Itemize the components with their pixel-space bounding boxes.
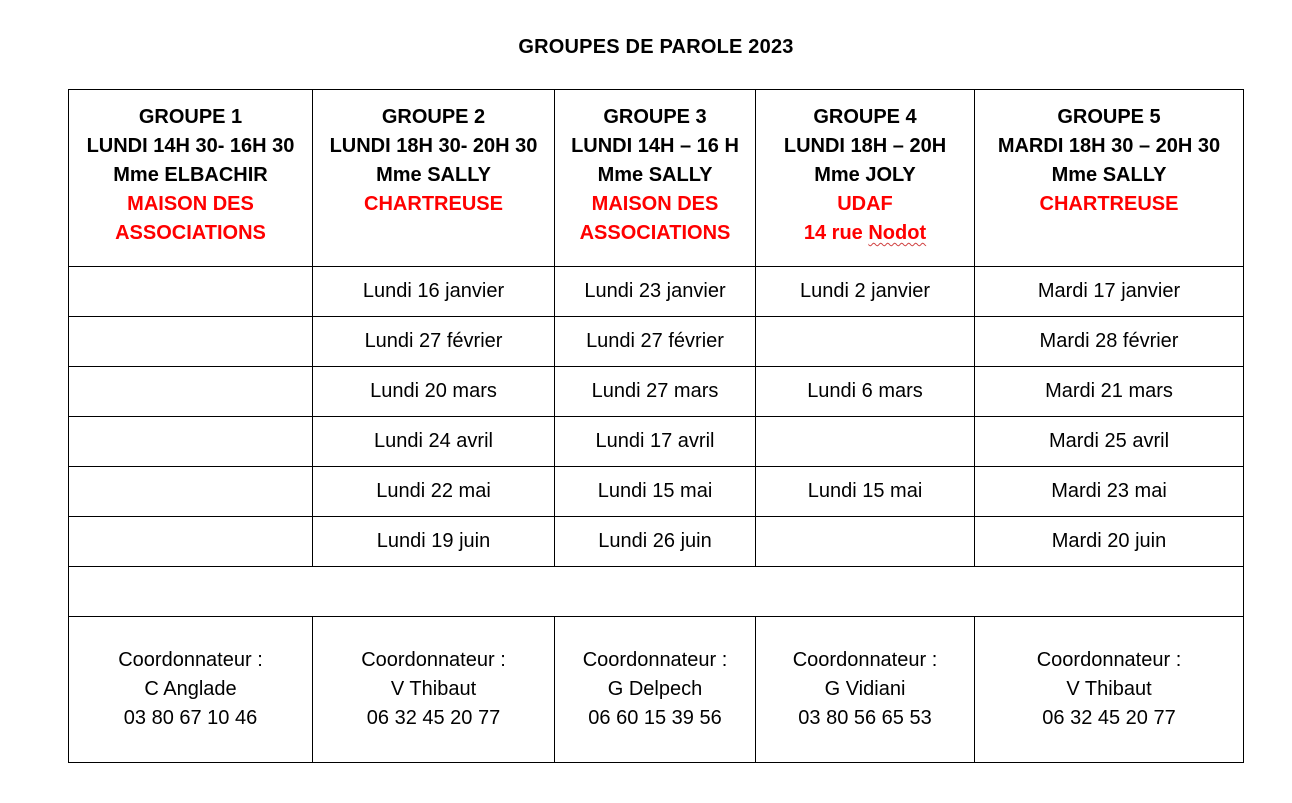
date-row — [69, 467, 1244, 517]
coordinator-name: V Thibaut — [390, 678, 477, 700]
group-header-row — [69, 90, 1244, 267]
group-header-cell — [313, 90, 555, 267]
coordinator-label: Coordonnateur : — [792, 649, 938, 671]
group-schedule: LUNDI 18H – 20H — [783, 135, 947, 157]
coordinator-name: G Delpech — [607, 678, 703, 700]
date-row — [69, 317, 1244, 367]
group-header-cell — [555, 90, 756, 267]
date-cell: Lundi 19 juin — [313, 517, 555, 567]
schedule-table — [68, 89, 1244, 763]
group-place: CHARTREUSE — [1039, 193, 1179, 215]
group-header-cell — [69, 90, 313, 267]
date-cell: Lundi 16 janvier — [313, 267, 555, 317]
coordinator-label: Coordonnateur : — [582, 649, 728, 671]
group-place: UDAF — [837, 193, 893, 215]
date-cell: Lundi 6 mars — [756, 367, 975, 417]
date-cell: Lundi 23 janvier — [555, 267, 756, 317]
group-header-cell — [975, 90, 1244, 267]
group-leader: Mme ELBACHIR — [113, 164, 268, 186]
address-prefix: 14 rue — [803, 222, 869, 244]
coordinator-row — [69, 617, 1244, 763]
group-place: ASSOCIATIONS — [115, 222, 266, 244]
group-name: GROUPE 5 — [1057, 106, 1161, 128]
coordinator-name: C Anglade — [144, 678, 237, 700]
group-header-cell — [756, 90, 975, 267]
group-schedule: LUNDI 14H 30- 16H 30 — [86, 135, 295, 157]
date-cell: Lundi 24 avril — [313, 417, 555, 467]
group-place: CHARTREUSE — [364, 193, 503, 215]
date-cell: Lundi 22 mai — [313, 467, 555, 517]
coordinator-name: V Thibaut — [1066, 678, 1152, 700]
spacer-row — [69, 567, 1244, 617]
date-cell — [756, 517, 975, 567]
group-place: ASSOCIATIONS — [579, 222, 731, 244]
coordinator-label: Coordonnateur : — [1036, 649, 1182, 671]
coordinator-cell — [975, 617, 1244, 763]
coordinator-cell — [313, 617, 555, 763]
date-cell — [69, 517, 313, 567]
date-cell — [69, 417, 313, 467]
coordinator-cell — [555, 617, 756, 763]
date-cell — [756, 317, 975, 367]
date-cell: Mardi 28 février — [975, 317, 1244, 367]
date-row — [69, 367, 1244, 417]
coordinator-phone: 06 32 45 20 77 — [366, 707, 501, 729]
group-name: GROUPE 1 — [138, 106, 243, 128]
group-leader: Mme SALLY — [597, 164, 713, 186]
group-schedule: LUNDI 14H – 16 H — [571, 135, 739, 157]
date-cell: Mardi 20 juin — [975, 517, 1244, 567]
spacer-cell — [69, 567, 1244, 617]
group-name: GROUPE 4 — [813, 106, 917, 128]
group-leader: Mme JOLY — [814, 164, 916, 186]
coordinator-cell — [69, 617, 313, 763]
date-cell: Lundi 2 janvier — [756, 267, 975, 317]
coordinator-label: Coordonnateur : — [118, 649, 263, 671]
coordinator-phone: 06 60 15 39 56 — [588, 707, 722, 729]
date-cell — [69, 467, 313, 517]
date-row — [69, 267, 1244, 317]
date-cell: Lundi 27 février — [313, 317, 555, 367]
group-place-address — [756, 219, 974, 248]
coordinator-label: Coordonnateur : — [361, 649, 506, 671]
date-cell: Mardi 21 mars — [975, 367, 1244, 417]
date-row — [69, 517, 1244, 567]
group-name: GROUPE 2 — [381, 106, 486, 128]
date-cell — [756, 417, 975, 467]
coordinator-phone: 03 80 56 65 53 — [798, 707, 932, 729]
coordinator-cell — [756, 617, 975, 763]
date-cell: Mardi 17 janvier — [975, 267, 1244, 317]
group-leader: Mme SALLY — [376, 164, 491, 186]
date-cell: Mardi 23 mai — [975, 467, 1244, 517]
date-cell: Lundi 17 avril — [555, 417, 756, 467]
coordinator-phone: 03 80 67 10 46 — [123, 707, 258, 729]
date-cell: Lundi 15 mai — [555, 467, 756, 517]
date-cell: Lundi 27 mars — [555, 367, 756, 417]
address-street: Nodot — [868, 222, 927, 244]
date-cell — [69, 317, 313, 367]
date-cell: Mardi 25 avril — [975, 417, 1244, 467]
date-cell: Lundi 15 mai — [756, 467, 975, 517]
date-cell: Lundi 26 juin — [555, 517, 756, 567]
group-leader: Mme SALLY — [1051, 164, 1167, 186]
coordinator-phone: 06 32 45 20 77 — [1042, 707, 1176, 729]
coordinator-name: G Vidiani — [824, 678, 906, 700]
group-place: MAISON DES — [127, 193, 254, 215]
date-cell — [69, 367, 313, 417]
page-title: GROUPES DE PAROLE 2023 — [518, 36, 794, 58]
date-row — [69, 417, 1244, 467]
date-cell — [69, 267, 313, 317]
group-schedule: MARDI 18H 30 – 20H 30 — [997, 135, 1221, 157]
date-cell: Lundi 27 février — [555, 317, 756, 367]
date-cell: Lundi 20 mars — [313, 367, 555, 417]
group-place: MAISON DES — [591, 193, 719, 215]
group-schedule: LUNDI 18H 30- 20H 30 — [329, 135, 538, 157]
group-name: GROUPE 3 — [603, 106, 707, 128]
